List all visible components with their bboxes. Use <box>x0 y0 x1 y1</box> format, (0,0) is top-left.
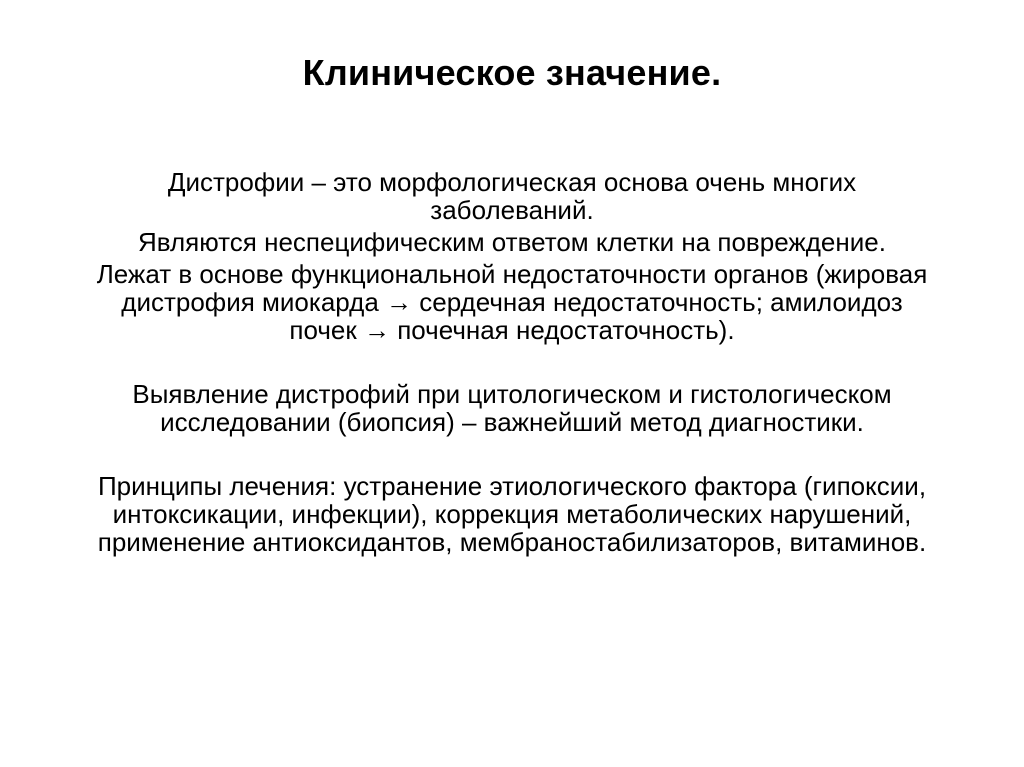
text-line: интоксикации, инфекции), коррекция метаболических нарушений, <box>112 499 912 529</box>
spacer <box>40 436 984 472</box>
text-line: исследовании (биопсия) – важнейший метод диагностики. <box>160 407 864 437</box>
text-line: Лежат в основе функциональной недостаточности органов (жировая <box>96 259 928 289</box>
text-line: Принципы лечения: устранение этиологического фактора (гипоксии, <box>97 471 927 501</box>
slide-body <box>40 168 984 556</box>
text-line: дистрофия миокарда → сердечная недостаточность; амилоидоз <box>121 287 903 317</box>
paragraph-diagnostics <box>40 380 984 436</box>
slide-title: Клиническое значение. <box>302 52 722 93</box>
text-line: Дистрофии – это морфологическая основа очень многих <box>167 167 857 197</box>
text-line: заболеваний. <box>430 195 594 225</box>
paragraph-organ-insufficiency <box>40 260 984 344</box>
paragraph-treatment-principles <box>40 472 984 556</box>
spacer <box>40 344 984 380</box>
text-line: почек → почечная недостаточность). <box>289 315 735 345</box>
text-line: применение антиоксидантов, мембраностабилизаторов, витаминов. <box>97 527 927 557</box>
paragraph-dystrophy-basis <box>40 168 984 224</box>
text-line: Являются неспецифическим ответом клетки на повреждение. <box>138 227 886 257</box>
text-line: Выявление дистрофий при цитологическом и гистологическом <box>132 379 892 409</box>
paragraph-nonspecific-response <box>40 228 984 256</box>
